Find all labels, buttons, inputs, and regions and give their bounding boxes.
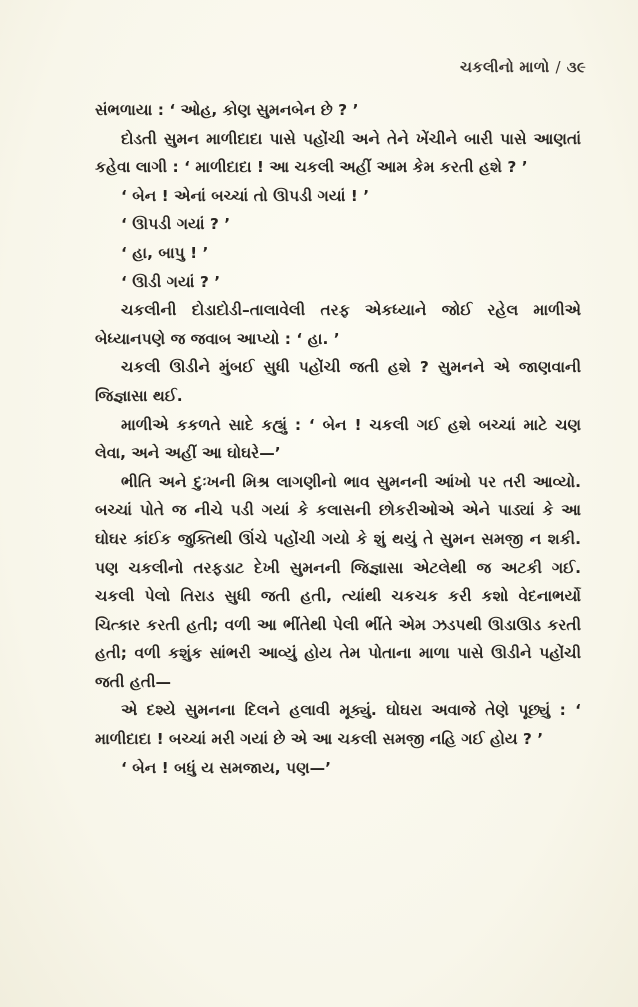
paragraph: ચકલીની દોડાદોડી–તાલાવેલી તરફ એકધ્યાને જોઈ રહેલ માળીએ બેધ્યાનપણે જ જવાબ આપ્યો : ‘ હા. ’: [95, 301, 581, 348]
paragraph: સંભળાયા : ‘ ઓહ, કોણ સુમનબેન છે ? ’: [95, 101, 359, 119]
paragraph: ‘ ઊડી ગયાં ? ’: [121, 272, 221, 291]
paragraph: ‘ ઊપડી ગયાં ? ’: [121, 215, 231, 234]
paragraph: એ દશ્યે સુમનના દિલને હલાવી મૂક્યું. ઘોઘરા અવાજે તેણે પૂછ્યું : ‘ માળીદાદા ! બચ્ચાં મરી ગયાં છે એ આ ચકલી સમજી નહિ ગઈ હોય ? ’: [95, 701, 581, 749]
page-body: [95, 96, 581, 782]
paragraph: ‘ બેન ! એનાં બચ્ચાં તો ઊપડી ગયાં ! ’: [121, 186, 370, 205]
paragraph: ચકલી ઊડીને મુંબઈ સુધી પહોંચી જતી હશે ? સુમનને એ જાણવાની જિજ્ઞાસા થઈ.: [95, 358, 581, 405]
running-header: [460, 58, 586, 76]
paragraph: માળીએ કકળતે સાદે કહ્યું : ‘ બેન ! ચકલી ગઈ હશે બચ્ચાં માટે ચણ લેવા, અને અહીં આ ઘોઘરે—’: [95, 415, 581, 463]
header-separator: /: [555, 58, 561, 76]
paragraph: ‘ બેન ! બધું ય સમજાય, પણ—’: [121, 758, 331, 777]
page-number: ૩૯: [566, 58, 586, 76]
paragraph: દોડતી સુમન માળીદાદા પાસે પહોંચી અને તેને ખેંચીને બારી પાસે આણતાં કહેવા લાગી : ‘ માળીદાદા ! આ ચકલી અહીં આમ કેમ કરતી હશે ? ’: [95, 129, 581, 177]
paragraph: ‘ હા, બાપુ ! ’: [121, 243, 209, 262]
chapter-title: ચકલીનો માળો: [459, 58, 550, 76]
paragraph: ભીતિ અને દુઃખની મિશ્ર લાગણીનો ભાવ સુમનની આંખો પર તરી આવ્યો. બચ્ચાં પોતે જ નીચે પડી ગયાં કે કલાસની છોકરીઓએ એને પાડ્યાં કે આ ઘોઘર કાંઈક જુક્તિથી ઊંચે પહોંચી ગયો કે શું થયું તે સુમન સમજી ન શકી. પણ ચકલીનો તરફડાટ દેખી સુમનની જિજ્ઞાસા એટલેથી જ અટકી ગઈ. ચકલી પેલો તિરાડ સુધી જતી હતી, ત્યાંથી ચકચક કરી કશો વેદનાભર્યો ચિત્કાર કરતી હતી; વળી આ ભીંતેથી પેલી ભીંતે એમ ઝડપથી ઊડાઊડ કરતી હતી; વળી કશુંક સાંભરી આવ્યું હોય તેમ પોતાના માળા પાસે ઊડીને પહોંચી જતી હતી—: [95, 472, 581, 691]
